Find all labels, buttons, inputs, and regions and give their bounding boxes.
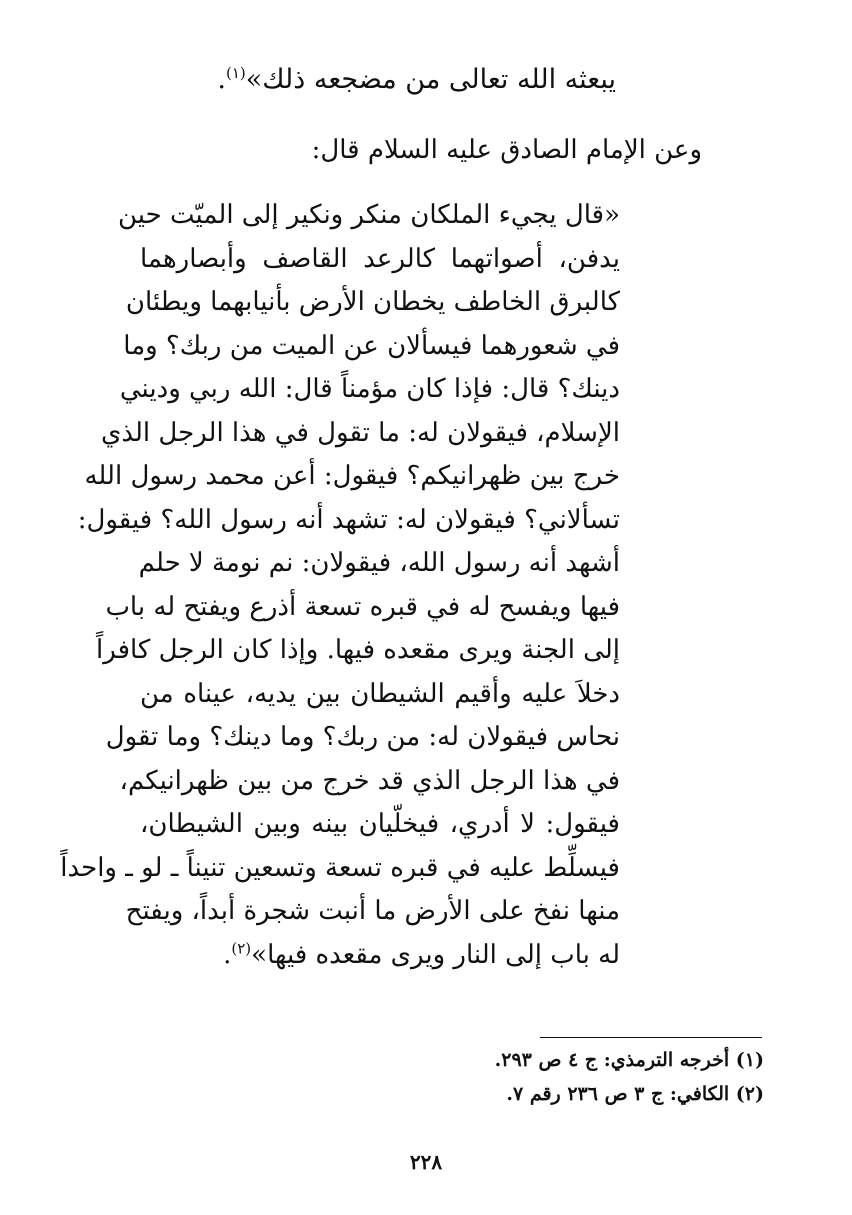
hadith-line: دخلاَ عليه وأقيم الشيطان بين يديه، عيناه من — [140, 679, 620, 709]
hadith-line: خرج بين ظهرانيكم؟ فيقول: أعن محمد رسول الله — [84, 461, 620, 491]
hadith-line: تسألاني؟ فيقولان له: تشهد أنه رسول الله؟ فيقول: — [77, 505, 620, 535]
hadith-line: إلى الجنة ويرى مقعده فيها. وإذا كان الرجل كافراً — [96, 635, 620, 665]
intro-text: يبعثه الله تعالى من مضجعه ذلك» — [245, 64, 616, 95]
hadith-line: فيها ويفسح له في قبره تسعة أذرع ويفتح له باب — [105, 592, 620, 622]
hadith-period: . — [223, 940, 232, 970]
hadith-line: يدفن، أصواتهما كالرعد القاصف وأبصارهما — [140, 244, 620, 274]
hadith-line: نحاس فيقولان له: من ربك؟ وما دينك؟ وما تقول — [105, 722, 620, 752]
intro-period: . — [217, 64, 226, 95]
hadith-last-line — [140, 935, 620, 975]
footnote-ref-1: (١) — [226, 64, 246, 82]
intro-line — [217, 60, 616, 100]
footnote-1: (١) أخرجه الترمذي: ج ٤ ص ٢٩٣. — [494, 1049, 764, 1071]
footnote-ref-2: (٢) — [231, 939, 252, 958]
hadith-line: فيسلِّط عليه في قبره تسعة وتسعين تنيناً ـ لو ـ واحداً — [60, 853, 620, 883]
hadith-line: منها نفخ على الأرض ما أنبت شجرة أبداً، ويفتح — [125, 896, 620, 926]
hadith-line: دينك؟ قال: فإذا كان مؤمناً قال: الله ربي وديني — [119, 374, 620, 404]
hadith-line: فيقول: لا أدري، فيخلّيان بينه وبين الشيطان، — [140, 809, 620, 839]
hadith-last-text: له باب إلى النار ويرى مقعده فيها» — [251, 940, 620, 970]
hadith-line: الإسلام، فيقولان له: ما تقول في هذا الرجل الذي — [101, 418, 620, 448]
footnote-divider — [540, 1037, 762, 1038]
hadith-line: أشهد أنه رسول الله، فيقولان: نم نومة لا حلم — [138, 548, 620, 578]
hadith-line: في شعورهما فيسألان عن الميت من ربك؟ وما — [123, 331, 620, 361]
narrator-line: وعن الإمام الصادق عليه السلام قال: — [311, 135, 702, 165]
hadith-line: كالبرق الخاطف يخطان الأرض بأنيابهما ويطئان — [125, 287, 620, 317]
hadith-line: في هذا الرجل الذي قد خرج من بين ظهرانيكم، — [119, 766, 620, 796]
hadith-line: «قال يجيء الملكان منكر ونكير إلى الميّت حين — [118, 200, 620, 230]
page-number: ٢٢٨ — [409, 1150, 443, 1174]
footnote-2: (٢) الكافي: ج ٣ ص ٢٣٦ رقم ٧. — [506, 1083, 764, 1105]
